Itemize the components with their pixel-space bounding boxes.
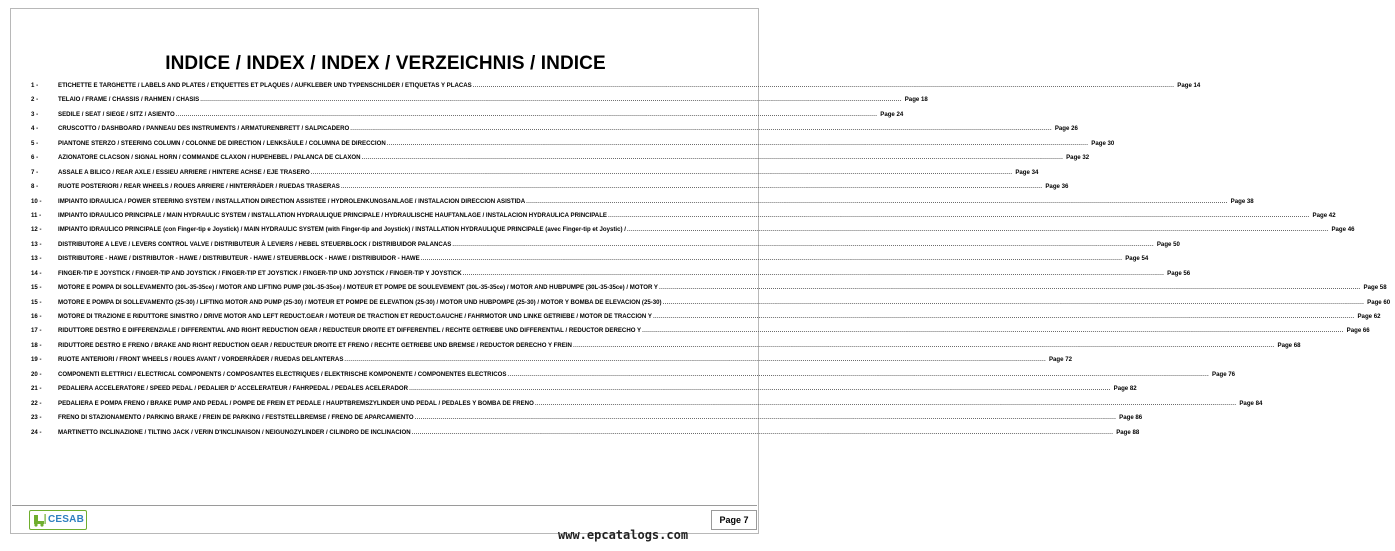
entry-number: 14 - — [31, 269, 42, 277]
entry-page: Page 50 — [1156, 240, 1180, 248]
entry-page: Page 36 — [1045, 183, 1069, 191]
index-list — [31, 82, 1391, 443]
cesab-logo — [29, 510, 87, 530]
entry-page: Page 26 — [1054, 125, 1078, 133]
dot-leader — [627, 226, 1329, 233]
dot-leader — [350, 125, 1052, 132]
entry-title: MARTINETTO INCLINAZIONE / TILTING JACK / VERIN D'INCLINAISON / NEIGUNGZYLINDER / CILINDRO DE INCLINACION — [58, 428, 411, 436]
entry-page: Page 82 — [1113, 385, 1137, 393]
dot-leader — [341, 183, 1043, 190]
dot-leader — [387, 140, 1089, 147]
entry-title: ASSALE A BILICO / REAR AXLE / ESSIEU ARRIERE / HINTERE ACHSE / EJE TRASERO — [58, 168, 310, 176]
entry-number: 15 - — [31, 298, 42, 306]
index-entry[interactable] — [31, 125, 1078, 139]
logo-text: CESAB — [48, 514, 85, 525]
index-entry[interactable] — [31, 370, 1236, 385]
entry-number: 6 - — [31, 154, 39, 162]
entry-page: Page 66 — [1346, 327, 1370, 335]
dot-leader — [608, 212, 1310, 219]
entry-number: 20 - — [31, 370, 42, 378]
index-entry[interactable] — [31, 327, 1370, 341]
entry-title: CRUSCOTTO / DASHBOARD / PANNEAU DES INSTRUMENTS / ARMATURENBRETT / SALPICADERO — [58, 125, 350, 133]
entry-title: PEDALIERA E POMPA FRENO / BRAKE PUMP AND PEDAL / POMPE DE FREIN ET PEDALE / HAUPTBREMSZYLINDER UND PEDAL / PEDALES Y BOMBA DE FRENO — [58, 399, 534, 407]
entry-number: 4 - — [31, 125, 39, 133]
entry-title: RIDUTTORE DESTRO E DIFFERENZIALE / DIFFERENTIAL AND RIGHT REDUCTION GEAR / REDUCTEUR DROITE ET DIFFERENTIEL / RECHTE GETRIEBE UND DIFFERENTIAL / REDUCTOR DERECHO Y — [58, 327, 642, 335]
page-title: INDICE / INDEX / INDEX / VERZEICHNIS / INDICE — [165, 53, 606, 74]
entry-title: IMPIANTO IDRAULICO PRINCIPALE (con Finger-tip e Joystick) / MAIN HYDRAULIC SYSTEM (with Finger-tip and Joystick) / INSTALLATION HYDRAULIQUE PRINCIPALE (avec Finger-tip et Joystic) / — [58, 226, 626, 234]
entry-number: 13 - — [31, 240, 42, 248]
entry-page: Page 86 — [1119, 414, 1143, 422]
dot-leader — [463, 270, 1165, 277]
entry-page: Page 38 — [1230, 197, 1254, 205]
dot-leader — [362, 154, 1064, 161]
entry-page: Page 76 — [1212, 370, 1236, 378]
entry-title: PEDALIERA ACCELERATORE / SPEED PEDAL / PEDALIER D' ACCELERATEUR / FAHRPEDAL / PEDALES ACELERADOR — [58, 385, 409, 393]
entry-page: Page 68 — [1277, 341, 1301, 349]
entry-number: 5 - — [31, 139, 39, 147]
index-entry[interactable] — [31, 211, 1336, 226]
entry-number: 2 - — [31, 96, 39, 104]
dot-leader — [200, 96, 902, 103]
dot-leader — [526, 198, 1228, 205]
entry-number: 3 - — [31, 110, 39, 118]
dot-leader — [473, 82, 1175, 89]
entry-number: 12 - — [31, 226, 42, 234]
entry-title: MOTORE E POMPA DI SOLLEVAMENTO (30L-35-35ce) / MOTOR AND LIFTING PUMP (30L-35-35ce) / MOTEUR ET POMPE DE SOULEVEMENT (30L-35-35ce) / MOTOR AND HUBPUMPE (30L-35-35ce) / MOTOR Y — [58, 284, 658, 292]
entry-title: MOTORE E POMPA DI SOLLEVAMENTO (25-30) / LIFTING MOTOR AND PUMP (25-30) / MOTEUR ET POMPE DE ELEVATION (25-30) / MOTOR UND HUBPOMPE (25-30) / MOTOR Y BOMBA DE ELEVACION (25-30) — [58, 298, 662, 306]
entry-title: PIANTONE STERZO / STEERING COLUMN / COLONNE DE DIRECTION / LENKSÄULE / COLUMNA DE DIRECCION — [58, 139, 386, 147]
index-entry[interactable] — [31, 399, 1263, 414]
entry-page: Page 46 — [1331, 226, 1355, 234]
entry-page: Page 18 — [904, 96, 928, 104]
dot-leader — [412, 429, 1114, 436]
index-entry[interactable] — [31, 139, 1115, 154]
index-entry[interactable] — [31, 96, 928, 110]
entry-number: 18 - — [31, 341, 42, 349]
entry-page: Page 14 — [1177, 82, 1201, 89]
index-entry[interactable] — [31, 284, 1387, 298]
dot-leader — [642, 327, 1344, 334]
entry-title: FRENO DI STAZIONAMENTO / PARKING BRAKE / FREIN DE PARKING / FESTSTELLBREMSE / FRENO DE APARCAMIENTO — [58, 414, 414, 422]
entry-page: Page 34 — [1015, 168, 1039, 176]
entry-page: Page 60 — [1367, 298, 1391, 306]
dot-leader — [176, 111, 878, 118]
index-entry[interactable] — [31, 240, 1180, 255]
entry-number: 22 - — [31, 399, 42, 407]
index-entry[interactable] — [31, 168, 1039, 183]
entry-page: Page 56 — [1167, 269, 1191, 277]
entry-number: 23 - — [31, 414, 42, 422]
entry-title: COMPONENTI ELETTRICI / ELECTRICAL COMPONENTS / COMPOSANTES ELECTRIQUES / ELEKTRISCHE KOMPONENTE / COMPONENTES ELECTRICOS — [58, 370, 507, 378]
entry-number: 17 - — [31, 327, 42, 335]
entry-number: 1 - — [31, 82, 39, 89]
dot-leader — [507, 371, 1209, 378]
index-entry[interactable] — [31, 255, 1149, 269]
entry-page: Page 30 — [1091, 139, 1115, 147]
entry-title: DISTRIBUTORE A LEVE / LEVERS CONTROL VALVE / DISTRIBUTEUR À LEVIERS / HEBEL STEUERBLOCK / DISTRIBUIDOR PALANCAS — [58, 240, 452, 248]
entry-page: Page 62 — [1357, 313, 1381, 320]
watermark: www.epcatalogs.com — [558, 528, 689, 542]
entry-title: TELAIO / FRAME / CHASSIS / RAHMEN / CHASIS — [58, 96, 200, 104]
entry-number: 15 - — [31, 284, 42, 292]
dot-leader — [421, 255, 1123, 262]
entry-title: IMPIANTO IDRAULICA / POWER STEERING SYSTEM / INSTALLATION DIRECTION ASSISTEE / HYDROLENKUNGSANLAGE / INSTALACION DIRECCION ASISTIDA — [58, 197, 526, 205]
entry-title: MOTORE DI TRAZIONE E RIDUTTORE SINISTRO / DRIVE MOTOR AND LEFT REDUCT.GEAR / MOTEUR DE TRACTION ET REDUCT.GAUCHE / FAHRMOTOR UND LINKE GETRIEBE / MOTOR DE TRACCION Y — [58, 313, 652, 320]
dot-leader — [409, 385, 1111, 392]
entry-number: 19 - — [31, 356, 42, 364]
entry-title: IMPIANTO IDRAULICO PRINCIPALE / MAIN HYDRAULIC SYSTEM / INSTALLATION HYDRAULIQUE PRINCIPALE / HYDRAULISCHE HAUFTANLAGE / INSTALACION HYDRAULICA PRINCIPALE — [58, 211, 607, 219]
index-entry[interactable] — [31, 154, 1090, 168]
entry-number: 11 - — [31, 211, 42, 219]
index-entry[interactable] — [31, 414, 1143, 428]
entry-number: 13 - — [31, 255, 42, 263]
entry-page: Page 54 — [1125, 255, 1149, 263]
index-entry[interactable] — [31, 183, 1069, 197]
dot-leader — [663, 299, 1365, 306]
index-entry[interactable] — [31, 110, 904, 125]
entry-page: Page 32 — [1066, 154, 1090, 162]
index-entry[interactable] — [31, 356, 1072, 370]
entry-number: 16 - — [31, 313, 42, 320]
entry-number: 24 - — [31, 428, 42, 436]
entry-title: SEDILE / SEAT / SIEGE / SITZ / ASIENTO — [58, 110, 175, 118]
index-entry[interactable] — [31, 197, 1254, 212]
entry-page: Page 58 — [1363, 284, 1387, 292]
entry-number: 21 - — [31, 385, 42, 393]
page-number: Page 7 — [711, 510, 757, 530]
entry-page: Page 24 — [880, 110, 904, 118]
entry-page: Page 84 — [1239, 399, 1263, 407]
index-entry[interactable] — [31, 298, 1391, 313]
index-entry[interactable] — [31, 269, 1191, 284]
entry-number: 7 - — [31, 168, 39, 176]
dot-leader — [415, 414, 1117, 421]
entry-page: Page 72 — [1048, 356, 1072, 364]
entry-title: AZIONATORE CLACSON / SIGNAL HORN / COMMANDE CLAXON / HUPEHEBEL / PALANCA DE CLAXON — [58, 154, 361, 162]
dot-leader — [535, 400, 1237, 407]
entry-number: 10 - — [31, 197, 42, 205]
index-entry[interactable] — [31, 428, 1140, 443]
index-entry[interactable] — [31, 385, 1137, 399]
dot-leader — [653, 313, 1355, 320]
entry-title: RUOTE POSTERIORI / REAR WHEELS / ROUES ARRIERE / HINTERRÄDER / RUEDAS TRASERAS — [58, 183, 340, 191]
index-entry[interactable] — [31, 226, 1355, 240]
entry-title: RUOTE ANTERIORI / FRONT WHEELS / ROUES AVANT / VORDERRÄDER / RUEDAS DELANTERAS — [58, 356, 344, 364]
entry-page: Page 42 — [1312, 211, 1336, 219]
entry-number: 8 - — [31, 183, 39, 191]
dot-leader — [659, 284, 1361, 291]
dot-leader — [344, 356, 1046, 363]
index-entry[interactable] — [31, 82, 1201, 96]
dot-leader — [573, 342, 1275, 349]
dot-leader — [452, 241, 1154, 248]
forklift-icon — [32, 513, 47, 527]
entry-title: RIDUTTORE DESTRO E FRENO / BRAKE AND RIGHT REDUCTION GEAR / REDUCTEUR DROITE ET FRENO / RECHTE GETRIEBE UND BREMSE / REDUCTOR DERECHO Y FREIN — [58, 341, 572, 349]
index-entry[interactable] — [31, 341, 1301, 356]
index-entry[interactable] — [31, 313, 1381, 327]
entry-title: DISTRIBUTORE - HAWE / DISTRIBUTOR - HAWE / DISTRIBUTEUR - HAWE / STEUERBLOCK - HAWE / DISTRIBUIDOR - HAWE — [58, 255, 420, 263]
entry-title: ETICHETTE E TARGHETTE / LABELS AND PLATES / ETIQUETTES ET PLAQUES / AUFKLEBER UND TYPENSCHILDER / ETIQUETAS Y PLACAS — [58, 82, 472, 89]
entry-title: FINGER-TIP E JOYSTICK / FINGER-TIP AND JOYSTICK / FINGER-TIP ET JOYSTICK / FINGER-TIP UND JOYSTICK / FINGER-TIP Y JOYSTICK — [58, 269, 462, 277]
entry-page: Page 88 — [1116, 428, 1140, 436]
dot-leader — [311, 169, 1013, 176]
